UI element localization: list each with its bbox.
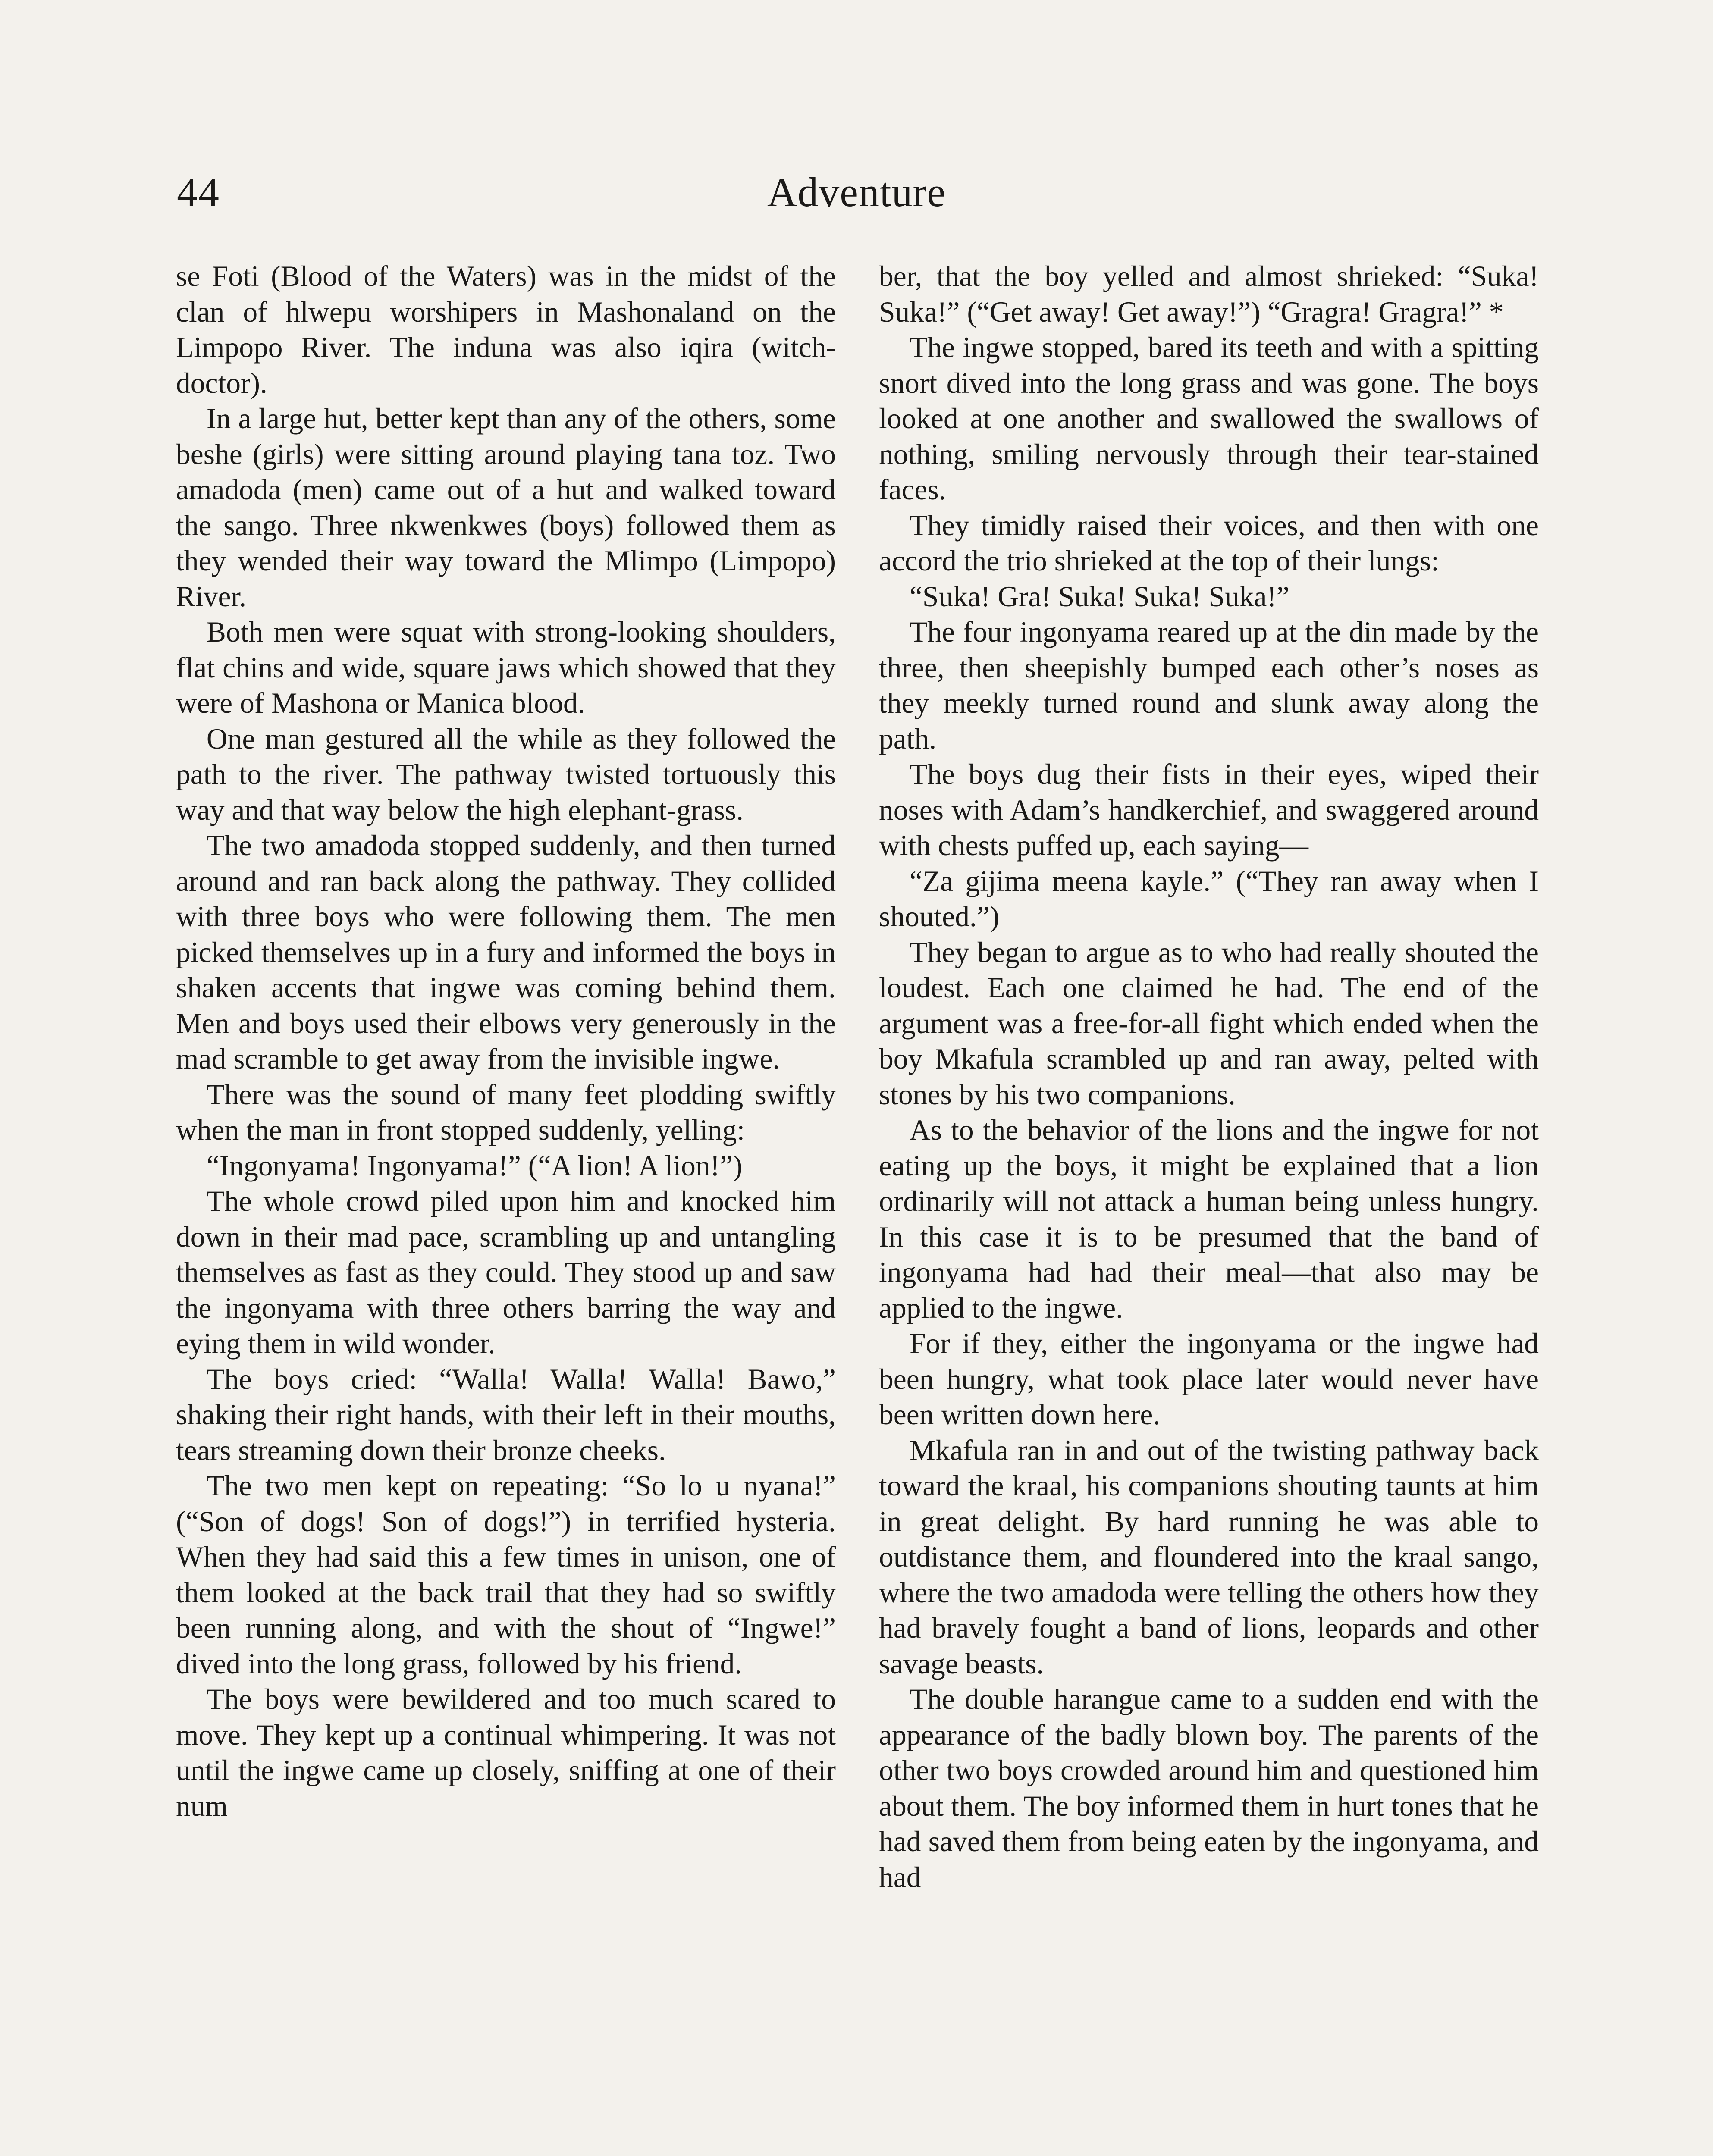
left-column (176, 259, 836, 1824)
paragraph: The double harangue came to a sudden end with the appearance of the badly blown boy. The parents of the other two boys crowded around him and questioned him about them. The boy informed them in hurt tones that he had saved them from being eaten by the ingonyama, and had (879, 1683, 1539, 1893)
paragraph: The boys dug their fists in their eyes, wiped their noses with Adam’s handkerchief, and swaggered around with chests puffed up, each saying— (879, 758, 1539, 862)
paragraph: In a large hut, better kept than any of the others, some beshe (girls) were sitting around playing tana toz. Two amadoda (men) came out of a hut and walked toward the sango. Three nkwenkwes (boys) followed them as they wended their way toward the Mlimpo (Limpopo) River. (176, 402, 836, 613)
paragraph: The boys were bewildered and too much scared to move. They kept up a continual whimpering. It was not until the ingwe came up closely, sniffing at one of their num (176, 1683, 836, 1822)
paragraph: As to the behavior of the lions and the ingwe for not eating up the boys, it might be explained that a lion ordinarily will not attack a human being unless hungry. In this case it is to be presumed that the band of ingonyama had had their meal—that also may be applied to the ingwe. (879, 1114, 1539, 1324)
paragraph: “Ingonyama! Ingonyama!” (“A lion! A lion!”) (206, 1149, 743, 1182)
paragraph: There was the sound of many feet plodding swiftly when the man in front stopped suddenly, yelling: (176, 1078, 836, 1146)
paragraph: The ingwe stopped, bared its teeth and with a spitting snort dived into the long grass and was gone. The boys looked at one another and swallowed the swallows of nothing, smiling nervously through their tear-stained faces. (879, 331, 1539, 506)
paragraph: “Za gijima meena kayle.” (“They ran away when I shouted.”) (879, 865, 1539, 933)
paragraph: They began to argue as to who had really shouted the loudest. Each one claimed he had. The end of the argument was a free-for-all fight which ended when the boy Mkafula scrambled up and ran away, pelted with stones by his two companions. (879, 936, 1539, 1111)
paragraph: One man gestured all the while as they followed the path to the river. The pathway twisted tortuously this way and that way below the high elephant-grass. (176, 722, 836, 826)
running-head: Adventure (767, 169, 946, 215)
paragraph: ber, that the boy yelled and almost shrieked: “Suka! Suka!” (“Get away! Get away!”) “Gragra! Gragra!” * (879, 260, 1539, 328)
paragraph: Both men were squat with strong-looking shoulders, flat chins and wide, square jaws which showed that they were of Mashona or Manica blood. (176, 616, 836, 719)
page-number: 44 (177, 169, 220, 215)
paragraph: The whole crowd piled upon him and knocked him down in their mad pace, scrambling up and untangling themselves as fast as they could. They stood up and saw the ingonyama with three others barring the way and eying them in wild wonder. (176, 1185, 836, 1360)
paragraph: Mkafula ran in and out of the twisting pathway back toward the kraal, his companions shouting taunts at him in great delight. By hard running he was able to outdistance them, and floundered into the kraal sango, where the two amadoda were telling the others how they had bravely fought a band of lions, leopards and other savage beasts. (879, 1434, 1539, 1680)
paragraph: The four ingonyama reared up at the din made by the three, then sheepishly bumped each other’s noses as they meekly turned round and slunk away along the path. (879, 616, 1539, 755)
paragraph: The two amadoda stopped suddenly, and then turned around and ran back along the pathway. They collided with three boys who were following them. The men picked themselves up in a fury and informed the boys in shaken accents that ingwe was coming behind them. Men and boys used their elbows very generously in the mad scramble to get away from the invisible ingwe. (176, 829, 836, 1075)
paragraph: se Foti (Blood of the Waters) was in the midst of the clan of hlwepu worshipers in Mashonaland on the Limpopo River. The induna was also iqira (witch-doctor). (176, 260, 836, 399)
page-header (0, 168, 1713, 220)
paragraph: For if they, either the ingonyama or the ingwe had been hungry, what took place later would never have been written down here. (879, 1327, 1539, 1431)
paragraph: The two men kept on repeating: “So lo u nyana!” (“Son of dogs! Son of dogs!”) in terrified hysteria. When they had said this a few times in unison, one of them looked at the back trail that they had so swiftly been running along, and with the shout of “Ingwe!” dived into the long grass, followed by his friend. (176, 1470, 836, 1680)
paragraph: “Suka! Gra! Suka! Suka! Suka!” (909, 580, 1289, 613)
paragraph: They timidly raised their voices, and then with one accord the trio shrieked at the top of their lungs: (879, 509, 1539, 577)
right-column (879, 259, 1539, 1895)
paragraph: The boys cried: “Walla! Walla! Walla! Bawo,” shaking their right hands, with their left in their mouths, tears streaming down their bronze cheeks. (176, 1363, 836, 1467)
